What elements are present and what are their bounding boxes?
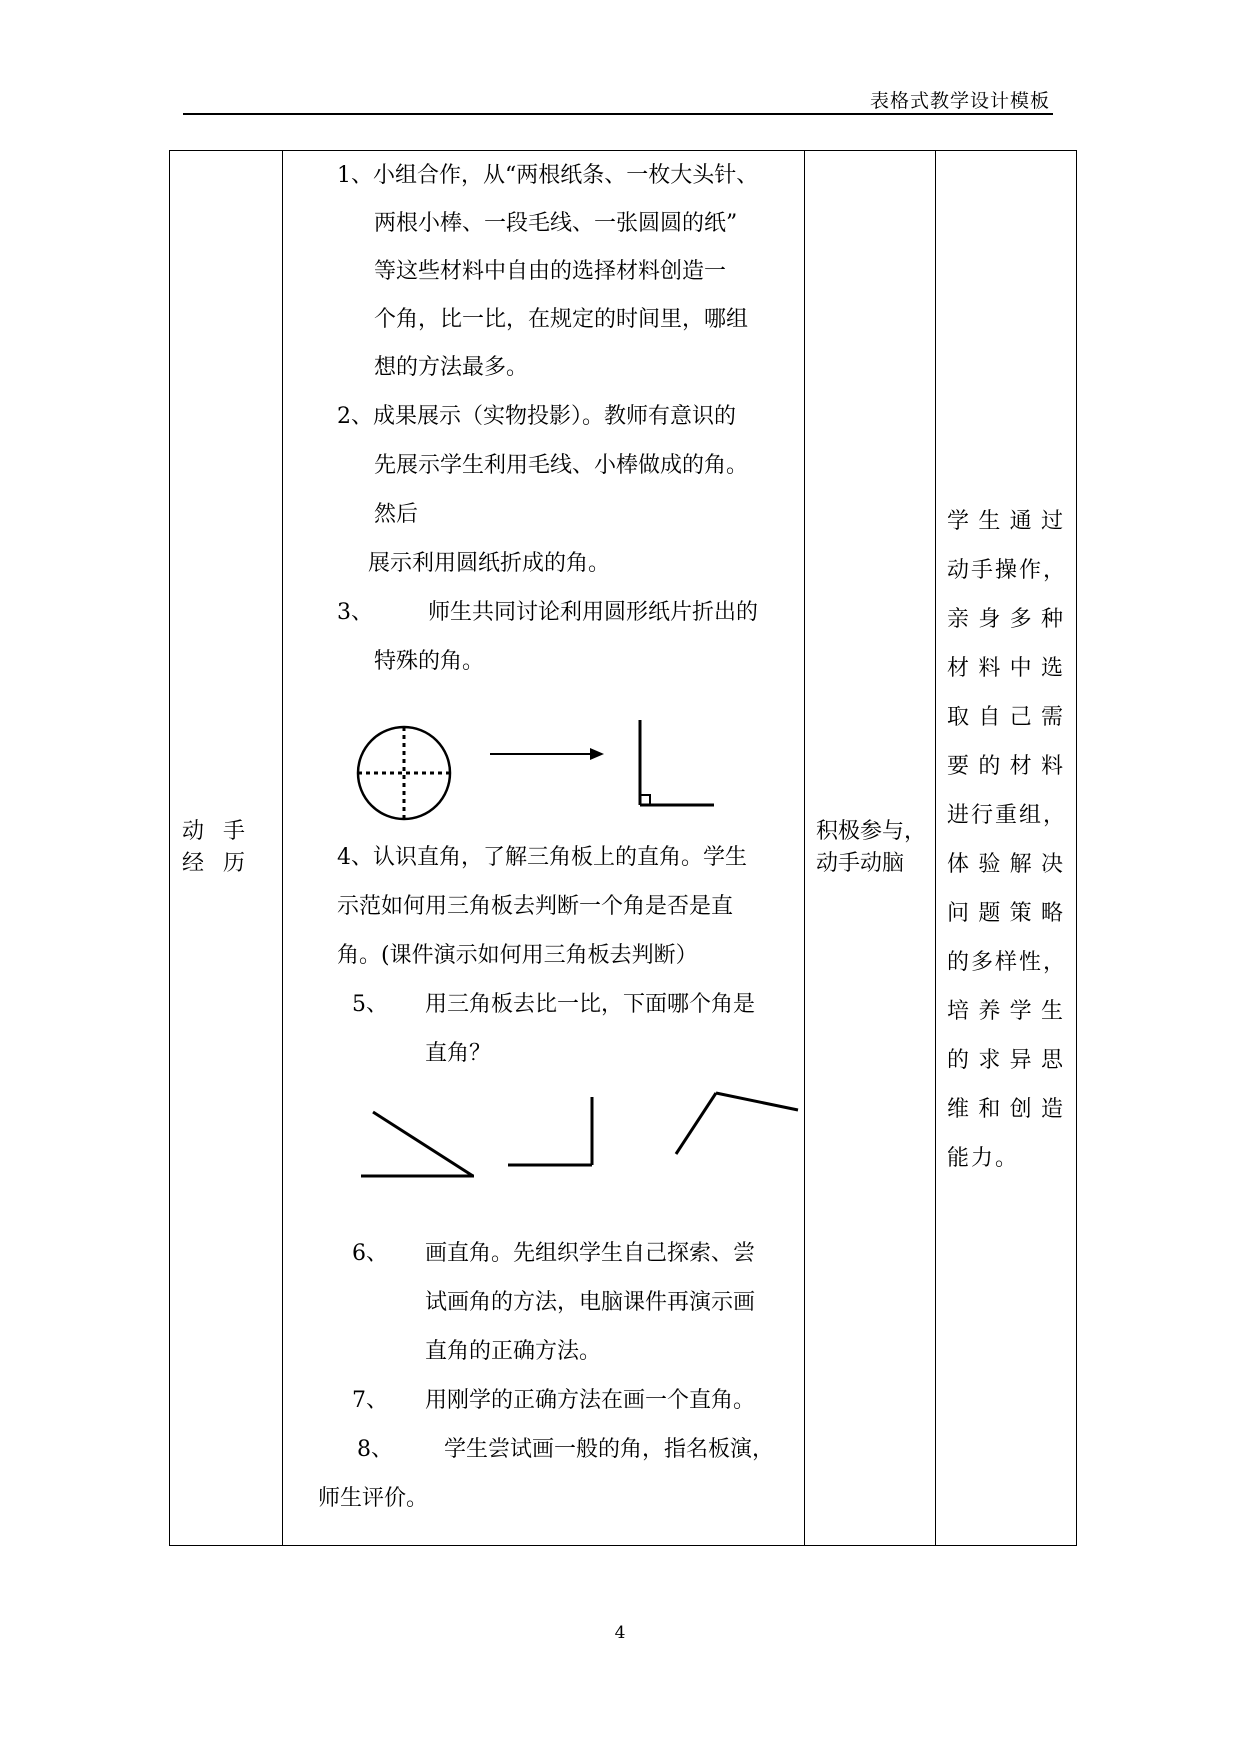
step-8-line-1: 学生尝试画一般的角，指名板演，	[444, 1437, 775, 1462]
design-intent-line-11: 培养学生	[947, 999, 1065, 1024]
step-3-line-1: 师生共同讨论利用圆形纸片折出的	[428, 600, 759, 625]
step-1-line-3: 等这些材料中自由的选择材料创造一	[374, 259, 727, 284]
design-intent-line-7: 进行重组，	[947, 803, 1068, 828]
right-angle-candidate-figure	[508, 1097, 592, 1165]
obtuse-angle-figure	[676, 1093, 798, 1154]
step-1-line-5: 想的方法最多。	[374, 355, 529, 380]
design-intent-line-4: 材料中选	[947, 656, 1065, 681]
student-activity-label: 积极参与， 动手动脑	[816, 819, 927, 876]
design-intent-line-9: 问题策略	[947, 901, 1065, 926]
step-4-line-2: 示范如何用三角板去判断一个角是否是直	[337, 894, 734, 919]
step-6-line-2: 试画角的方法，电脑课件再演示画	[425, 1290, 756, 1315]
design-intent-line-1: 学生通过	[947, 509, 1065, 534]
design-intent-line-13: 维和创造	[947, 1097, 1065, 1122]
step-3-line-2: 特殊的角。	[374, 649, 485, 674]
design-intent-line-6: 要的材料	[947, 754, 1065, 779]
folded-circle-figure	[358, 727, 450, 819]
design-intent-line-5: 取自己需	[947, 705, 1065, 730]
step-5-line-1: 用三角板去比一比，下面哪个角是	[425, 992, 756, 1017]
acute-angle-figure	[361, 1112, 474, 1176]
step-5-number: 5、	[352, 992, 388, 1017]
step-4-line-1: 4、认识直角，了解三角板上的直角。学生	[337, 845, 747, 870]
right-angle-figure	[640, 720, 714, 805]
stage-label: 动 手 经 历	[182, 819, 251, 876]
step-7-line-1: 用刚学的正确方法在画一个直角。	[425, 1388, 756, 1413]
step-1-line-2: 两根小棒、一段毛线、一张圆圆的纸”	[374, 211, 738, 236]
step-3-number: 3、	[337, 600, 373, 625]
step-6-line-3: 直角的正确方法。	[425, 1339, 602, 1364]
page-number: 4	[614, 1623, 626, 1643]
step-1-line-1: 1、小组合作，从“两根纸条、一枚大头针、	[337, 163, 759, 188]
step-1-line-4: 个角，比一比，在规定的时间里，哪组	[374, 307, 749, 332]
design-intent-line-14: 能力。	[947, 1146, 1020, 1171]
step-6-line-1: 画直角。先组织学生自己探索、尝	[425, 1241, 756, 1266]
header-title: 表格式教学设计模板	[869, 90, 1050, 112]
arrow-figure	[490, 748, 604, 760]
design-intent-line-10: 的多样性，	[947, 950, 1068, 975]
step-5-line-2: 直角？	[425, 1041, 492, 1066]
step-8-line-2: 师生评价。	[318, 1486, 429, 1511]
step-4-line-3: 角。(课件演示如何用三角板去判断）	[337, 943, 698, 968]
design-intent-line-2: 动手操作，	[947, 558, 1068, 583]
step-2-line-3: 然后	[374, 502, 419, 527]
step-7-number: 7、	[352, 1388, 388, 1413]
design-intent-line-8: 体验解决	[947, 852, 1065, 877]
step-8-number: 8、	[357, 1437, 393, 1462]
step-2-line-2: 先展示学生利用毛线、小棒做成的角。	[374, 453, 749, 478]
design-intent-line-12: 的求异思	[947, 1048, 1065, 1073]
step-2-line-1: 2、成果展示（实物投影）。教师有意识的	[337, 404, 736, 429]
step-2-line-4: 展示利用圆纸折成的角。	[368, 551, 611, 576]
design-intent-line-3: 亲身多种	[947, 607, 1065, 632]
step-6-number: 6、	[352, 1241, 388, 1266]
